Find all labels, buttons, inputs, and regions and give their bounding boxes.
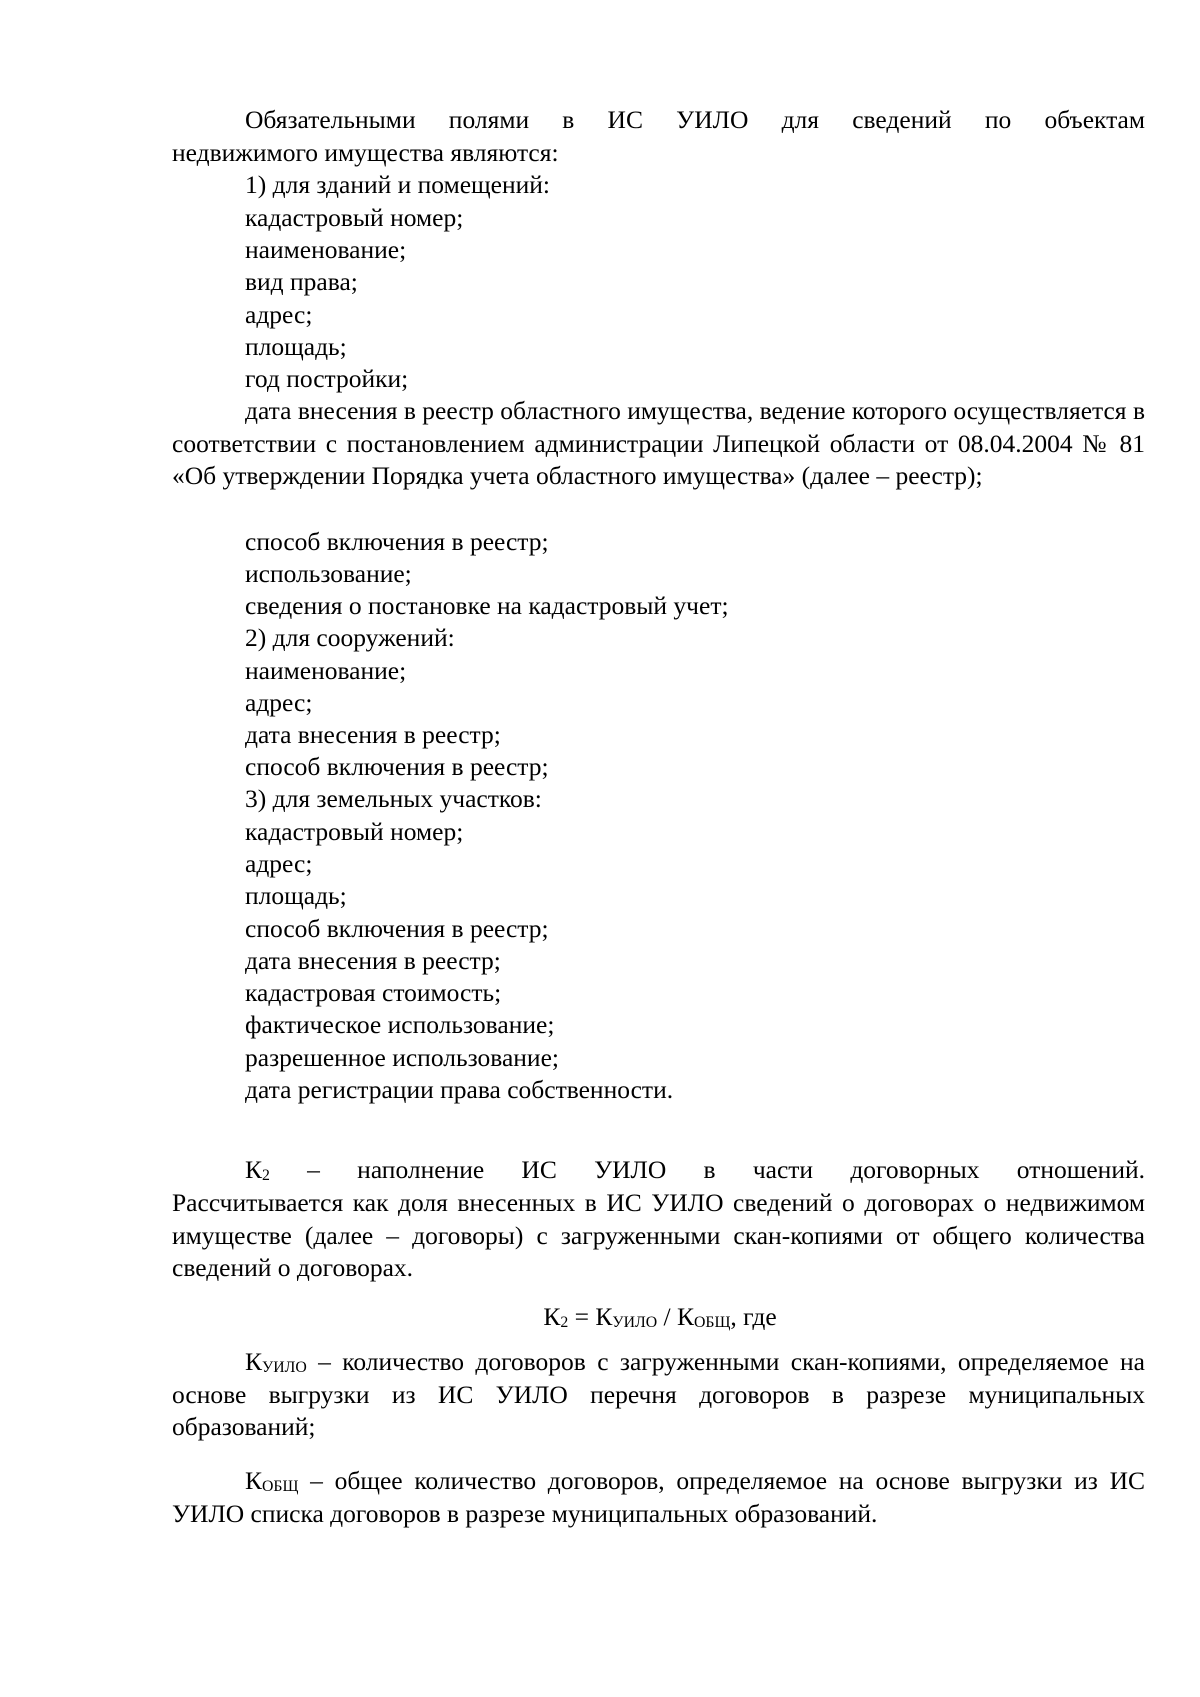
list-item: способ включения в реестр; <box>245 752 549 781</box>
formula-kobsh-sub: ОБЩ <box>694 1314 731 1331</box>
formula-tail: , где <box>730 1302 777 1331</box>
def-kobsh <box>172 1465 1145 1530</box>
list-item: кадастровый номер; <box>245 817 464 846</box>
formula-kuilo: К <box>595 1302 613 1331</box>
def-kobsh-text: – общее количество договоров, определяемое на основе выгрузки из ИС УИЛО списка договоров в разрезе муниципальных образований. <box>172 1466 1145 1528</box>
section-1-heading: 1) для зданий и помещений: <box>245 170 551 199</box>
formula-slash: / <box>657 1302 677 1331</box>
list-item: разрешенное использование; <box>245 1043 559 1072</box>
k2-first-line <box>172 1154 1145 1187</box>
intro-line-1: Обязательными полями в ИС УИЛО для сведений по объектам <box>245 105 1145 134</box>
formula <box>510 1301 810 1334</box>
list-item: наименование; <box>245 235 407 264</box>
list-item: использование; <box>245 559 412 588</box>
list-item: адрес; <box>245 300 313 329</box>
section-2-heading: 2) для сооружений: <box>245 623 455 652</box>
k2-first-line-text: – наполнение ИС УИЛО в части договорных отношений. <box>269 1155 1145 1184</box>
k2-subscript: 2 <box>262 1167 270 1184</box>
def-kuilo-sub: УИЛО <box>262 1359 307 1376</box>
formula-k-sub: 2 <box>560 1314 569 1331</box>
list-item: способ включения в реестр; <box>245 914 549 943</box>
list-item: адрес; <box>245 849 313 878</box>
k2-symbol: К <box>245 1155 263 1184</box>
list-item: год постройки; <box>245 364 409 393</box>
list-item: вид права; <box>245 267 358 296</box>
list-item: адрес; <box>245 688 313 717</box>
k2-paragraph: Рассчитывается как доля внесенных в ИС УИЛО сведений о договорах о недвижимом имуществе (далее – договоры) с загруженными скан-копиями от общего количества сведений о договорах. <box>172 1188 1145 1283</box>
formula-kobsh: К <box>676 1302 694 1331</box>
def-kuilo <box>172 1346 1145 1444</box>
list-item: площадь; <box>245 881 347 910</box>
list-item: дата внесения в реестр; <box>245 720 501 749</box>
list-item: фактическое использование; <box>245 1010 555 1039</box>
intro-line-2: недвижимого имущества являются: <box>172 138 559 167</box>
list-item: кадастровая стоимость; <box>245 978 502 1007</box>
list-item: способ включения в реестр; <box>245 527 549 556</box>
formula-kuilo-sub: УИЛО <box>612 1314 658 1331</box>
list-item: сведения о постановке на кадастровый учет; <box>245 591 729 620</box>
formula-k: К <box>543 1302 561 1331</box>
registry-paragraph: дата внесения в реестр областного имущества, ведение которого осуществляется в соответствии с постановлением администрации Липецкой области от 08.04.2004 № 81 «Об утверждении Порядка учета областного имущества» (далее – реестр); <box>172 396 1145 491</box>
list-item: площадь; <box>245 332 347 361</box>
list-item: наименование; <box>245 656 407 685</box>
list-item: дата внесения в реестр; <box>245 946 501 975</box>
list-item: дата регистрации права собственности. <box>245 1075 674 1104</box>
def-kobsh-symbol: К <box>245 1466 263 1495</box>
def-kobsh-sub: ОБЩ <box>262 1478 299 1495</box>
formula-eq: = <box>568 1302 596 1331</box>
list-item: кадастровый номер; <box>245 203 464 232</box>
def-kuilo-text: – количество договоров с загруженными скан-копиями, определяемое на основе выгрузки из ИС УИЛО перечня договоров в разрезе муниципальных образований; <box>172 1347 1145 1442</box>
section-3-heading: 3) для земельных участков: <box>245 784 542 813</box>
def-kuilo-symbol: К <box>245 1347 263 1376</box>
